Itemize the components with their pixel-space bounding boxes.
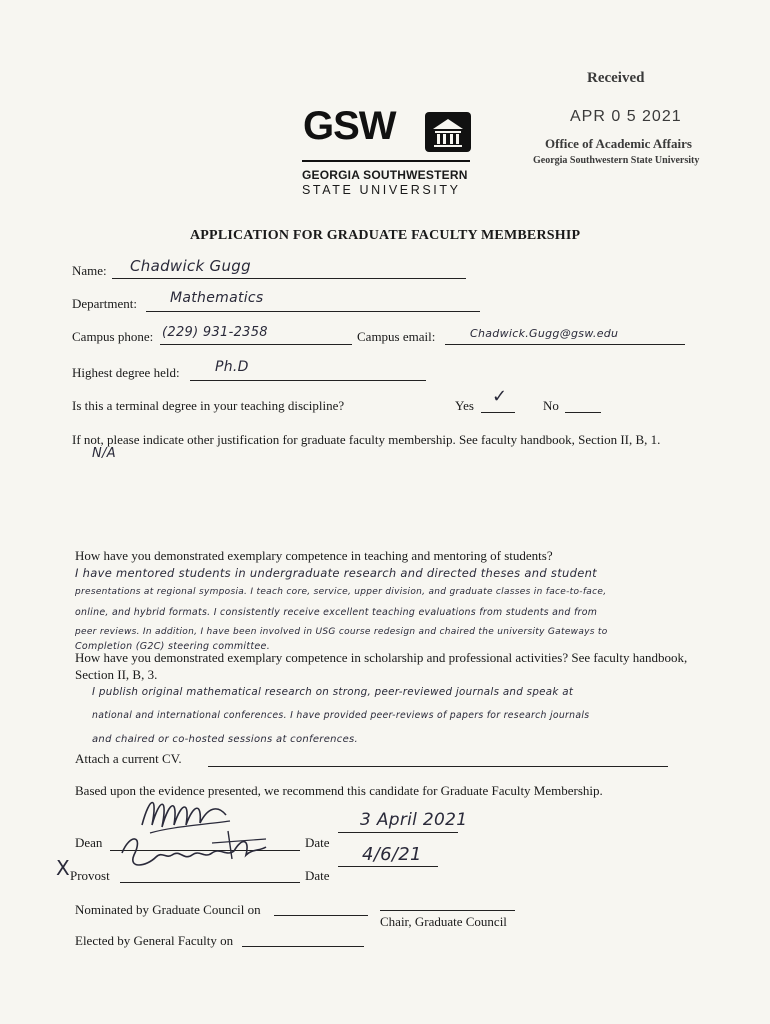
provost-date-label: Date: [305, 868, 330, 883]
scholarship-question: How have you demonstrated exemplary competence in scholarship and professional activities? See faculty handbook, Section II, B, 3.: [75, 650, 688, 682]
teaching-answer-line-1: I have mentored students in undergraduate research and directed theses and student: [75, 566, 597, 580]
logo-line-1: GEORGIA SOUTHWESTERN: [302, 168, 468, 182]
provost-x-mark: X: [56, 856, 71, 880]
recommendation-statement: Based upon the evidence presented, we recommend this candidate for Graduate Faculty Membership.: [75, 783, 603, 798]
provost-signature-line: [120, 882, 300, 883]
department-line: [146, 311, 480, 312]
no-label: No: [543, 398, 559, 413]
logo-line-2: STATE UNIVERSITY: [302, 183, 461, 197]
scholarship-answer-line-3: and chaired or co-hosted sessions at conferences.: [92, 734, 359, 745]
yes-line: [481, 412, 515, 413]
received-stamp-university: Georgia Southwestern State University: [533, 155, 700, 166]
provost-signature: [100, 825, 270, 880]
teaching-answer-line-3: online, and hybrid formats. I consistently receive excellent teaching evaluations from students and from: [75, 607, 598, 618]
justification-question: If not, please indicate other justification for graduate faculty membership. See faculty handbook, Section II, B, 1.: [72, 432, 661, 447]
name-label: Name:: [72, 263, 107, 278]
email-value: Chadwick.Gugg@gsw.edu: [470, 327, 619, 340]
dean-date-line: [338, 832, 458, 833]
terminal-degree-question: Is this a terminal degree in your teaching discipline?: [72, 398, 345, 413]
teaching-question: How have you demonstrated exemplary competence in teaching and mentoring of students?: [75, 548, 553, 563]
received-stamp-date: APR 0 5 2021: [570, 108, 682, 125]
cv-line: [208, 766, 668, 767]
phone-label: Campus phone:: [72, 329, 154, 344]
chair-label: Chair, Graduate Council: [380, 914, 507, 929]
nominated-label: Nominated by Graduate Council on: [75, 902, 261, 917]
received-stamp-title: Received: [587, 70, 645, 86]
degree-label: Highest degree held:: [72, 365, 180, 380]
provost-date-line: [338, 866, 438, 867]
yes-checkmark: ✓: [492, 386, 508, 407]
chair-signature-line: [380, 910, 515, 911]
name-value: Chadwick Gugg: [130, 257, 251, 275]
received-stamp-office: Office of Academic Affairs: [545, 136, 692, 151]
phone-value: (229) 931-2358: [162, 325, 268, 340]
phone-line: [160, 344, 352, 345]
dean-label: Dean: [75, 835, 103, 850]
attach-cv-note: Attach a current CV.: [75, 751, 182, 766]
provost-date-value: 4/6/21: [362, 844, 422, 865]
email-line: [445, 344, 685, 345]
scholarship-answer-line-1: I publish original mathematical research on strong, peer-reviewed journals and speak at: [92, 686, 574, 698]
elected-label: Elected by General Faculty on: [75, 933, 234, 948]
teaching-answer-line-2: presentations at regional symposia. I teach core, service, upper division, and graduate classes in face-to-face,: [75, 587, 607, 597]
teaching-answer-line-5: Completion (G2C) steering committee.: [75, 641, 271, 652]
no-line: [565, 412, 601, 413]
dean-date-label: Date: [305, 835, 330, 850]
scholarship-answer-line-2: national and international conferences. I have provided peer-reviews of papers for research journals: [92, 710, 590, 721]
name-line: [112, 278, 466, 279]
nominated-line: [274, 915, 368, 916]
department-value: Mathematics: [170, 290, 264, 306]
department-label: Department:: [72, 296, 137, 311]
form-title: APPLICATION FOR GRADUATE FACULTY MEMBERSHIP: [190, 228, 581, 243]
provost-label: Provost: [70, 868, 110, 883]
degree-line: [190, 380, 426, 381]
email-label: Campus email:: [357, 329, 436, 344]
justification-value: N/A: [92, 446, 116, 461]
elected-line: [242, 946, 364, 947]
logo-divider: [302, 160, 470, 162]
teaching-answer-line-4: peer reviews. In addition, I have been involved in USG course redesign and chaired the university Gateways to: [75, 627, 608, 637]
gsw-logo-mark: GSW: [303, 104, 396, 148]
dean-date-value: 3 April 2021: [360, 810, 468, 830]
degree-value: Ph.D: [215, 359, 249, 375]
yes-label: Yes: [455, 398, 474, 413]
university-building-icon: [425, 112, 471, 152]
